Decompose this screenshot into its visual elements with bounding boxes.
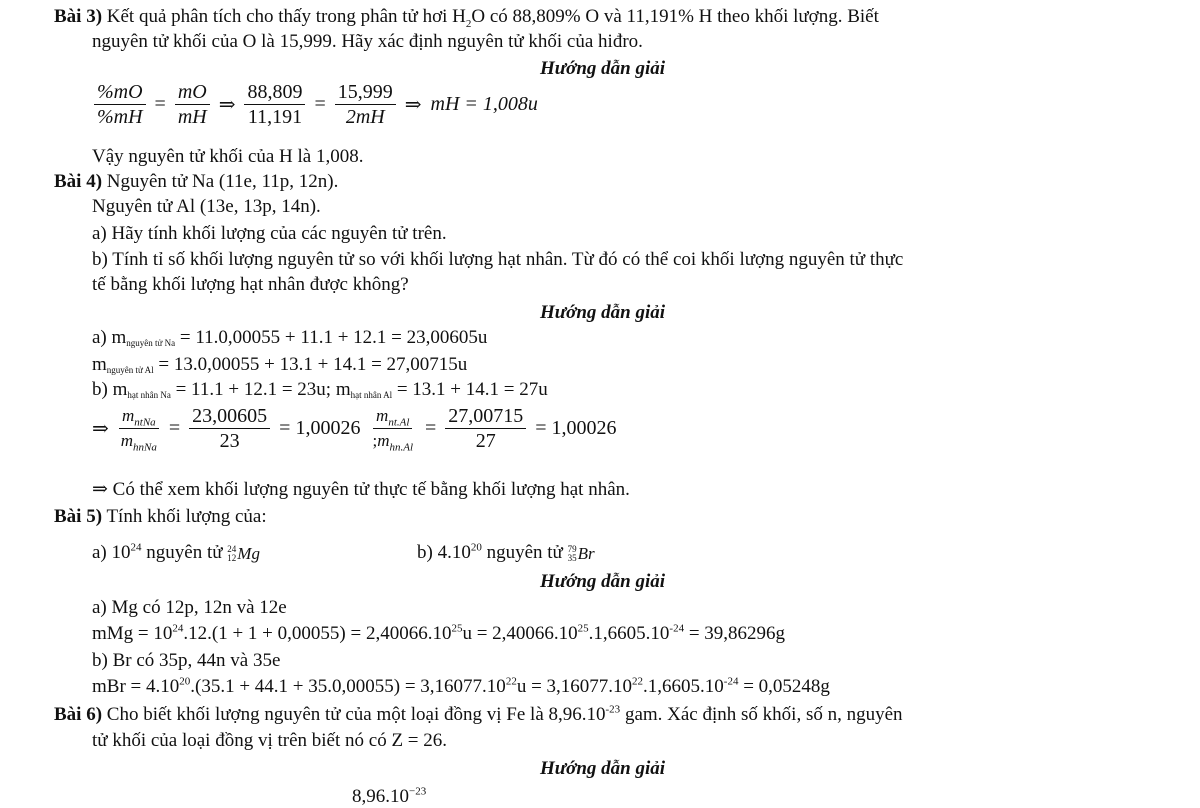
bai3-line2: nguyên tử khối của O là 15,999. Hãy xác định nguyên tử khối của hiđro. bbox=[92, 31, 643, 52]
bai5-br-info: b) Br có 35p, 44n và 35e bbox=[92, 650, 281, 671]
bai5-line1: Bài 5) Tính khối lượng của: bbox=[54, 506, 267, 527]
fraction: $\frac{23,00605}{23}$ bbox=[189, 404, 270, 453]
bai6-line1: Bài 6) Cho biết khối lượng nguyên tử của một loại đồng vị Fe là $8,96.10^{-23}$ gam. Xác định số khối, số n, nguyên bbox=[54, 703, 903, 725]
br-nuclide: 79 35 Br bbox=[567, 543, 595, 563]
bai5-mg-calc: mMg = $10^{24}.12.(1 + 1 + 0,00055) = 2,40066.10^{25}u = 2,40066.10^{25}.1,6605.10^{-24} = 39,86296g$ bbox=[92, 622, 786, 644]
fraction: $\frac{88,809}{11,191}$ bbox=[244, 80, 305, 129]
bai4-line4: b) Tính tỉ số khối lượng nguyên tử so với khối lượng hạt nhân. Từ đó có thể coi khối lượng nguyên tử thực bbox=[92, 249, 904, 270]
bai3-title: Bài 3) bbox=[54, 6, 103, 27]
bai3-result: mH = 1,008u bbox=[430, 93, 538, 115]
bai3-conclusion: Vậy nguyên tử khối của H là 1,008. bbox=[92, 146, 364, 167]
bai5-part-b: b) 4.10$^{20}$ nguyên tử 79 35 Br bbox=[417, 541, 595, 563]
bai3-line1: Bài 3) Kết quả phân tích cho thấy trong phân tử hơi $H_2O$ có 88,809% O và 11,191% H theo khối lượng. Biết bbox=[54, 6, 879, 30]
fraction: $\frac{mO}{mH}$ bbox=[175, 80, 210, 129]
bai3-formula: $\frac{\%mO}{\%mH}$ = $\frac{mO}{mH}$ ⇒ $\frac{88,809}{11,191}$ = $\frac{15,999}{2mH}$ ⇒ mH = 1,008u bbox=[92, 80, 540, 129]
bai5-guide-heading: Hướng dẫn giải bbox=[540, 571, 666, 592]
bai5-part-a: a) $10^{24}$ nguyên tử 24 12 Mg bbox=[92, 541, 260, 563]
bai4-calc-na: a) mnguyên tử Na = 11.0,00055 + 11.1 + 12.1 = 23,00605u bbox=[92, 327, 488, 348]
fraction: $\frac{m_{ntNa}}{m_{hnNa}}$ bbox=[120, 406, 157, 454]
ratio-na-result: = 1,00026 bbox=[279, 417, 361, 439]
bai3-guide-heading: Hướng dẫn giải bbox=[540, 58, 666, 79]
bai6-line2: tử khối của loại đồng vị trên biết nó có Z = 26. bbox=[92, 730, 448, 751]
fraction: $\frac{27,00715}{27}$ bbox=[445, 404, 526, 453]
bai5-br-calc: mBr = $4.10^{20}.(35.1 + 44.1 + 35.0,00055) = 3,16077.10^{22}u = 3,16077.10^{22}.1,6605.10^{-24} = 0,05248g$ bbox=[92, 675, 830, 697]
bai4-line2: Nguyên tử Al (13e, 13p, 14n). bbox=[92, 196, 321, 217]
bai6-guide-heading: Hướng dẫn giải bbox=[540, 758, 666, 779]
arrow-icon: ⇒ bbox=[92, 479, 108, 500]
bai4-guide-heading: Hướng dẫn giải bbox=[540, 302, 666, 323]
bai5-mg-info: a) Mg có 12p, 12n và 12e bbox=[92, 597, 287, 618]
bai4-line5: tế bằng khối lượng hạt nhân được không? bbox=[92, 274, 409, 295]
fraction: $\frac{15,999}{2mH}$ bbox=[335, 80, 396, 129]
fraction: $\frac{\%mO}{\%mH}$ bbox=[94, 80, 146, 129]
bai4-ratio-formula: ⇒ $\frac{m_{ntNa}}{m_{hnNa}}$ = $\frac{23,00605}{23}$ = 1,00026 $\frac{m_{nt.Al}}{;m_{hn.Al}}$ = $\frac{27,00715}{27}$ = 1,00026 bbox=[92, 405, 617, 454]
bai4-conclusion: ⇒ Có thể xem khối lượng nguyên tử thực tế bằng khối lượng hạt nhân. bbox=[92, 479, 630, 500]
bai5-title: Bài 5) bbox=[54, 506, 103, 527]
bai4-calc-al: mnguyên tử Al = 13.0,00055 + 13.1 + 14.1 = 27,00715u bbox=[92, 354, 468, 375]
bai4-line1: Bài 4) Nguyên tử Na (11e, 11p, 12n). bbox=[54, 171, 339, 192]
ratio-al-result: = 1,00026 bbox=[535, 417, 617, 439]
fraction: $\frac{m_{nt.Al}}{;m_{hn.Al}}$ bbox=[372, 406, 413, 454]
bai4-title: Bài 4) bbox=[54, 171, 103, 192]
bai6-title: Bài 6) bbox=[54, 704, 103, 725]
mg-nuclide: 24 12 Mg bbox=[227, 543, 260, 563]
bai4-nucleus-mass: b) mhạt nhân Na = 11.1 + 12.1 = 23u; mhạt nhân Al = 13.1 + 14.1 = 27u bbox=[92, 379, 548, 400]
bai4-line3: a) Hãy tính khối lượng của các nguyên tử trên. bbox=[92, 223, 447, 244]
bai6-partial-formula: $8,96.10^{-23}$ bbox=[352, 785, 427, 807]
